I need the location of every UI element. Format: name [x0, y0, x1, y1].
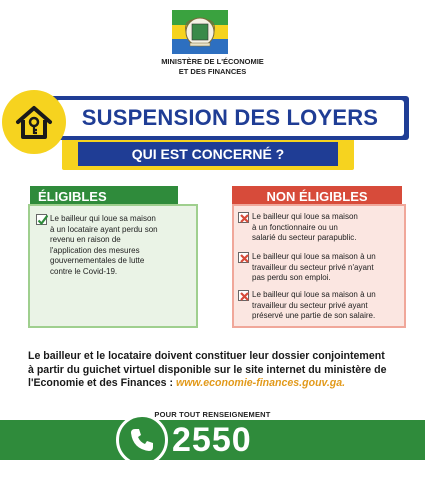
ministry-line-1: MINISTÈRE DE L'ÉCONOMIE: [161, 57, 264, 66]
title-banner: [56, 100, 404, 136]
instructions-line-2: à partir du guichet virtuel disponible sur le site internet du ministère de: [28, 363, 387, 376]
non-eligible-item: [238, 252, 402, 284]
house-badge: [2, 90, 66, 154]
non-eligible-item-line: salarié du secteur parapublic.: [252, 233, 357, 242]
ministry-name: [120, 57, 305, 77]
cross-icon: [238, 252, 249, 263]
instructions-line-3-text: l'Economie et des Finances :: [28, 377, 173, 389]
eligibles-panel: [28, 204, 198, 328]
bottom-strip: [0, 460, 425, 477]
subtitle-banner: [78, 142, 338, 166]
phone-badge: [116, 414, 168, 466]
non-eligible-item-line: Le bailleur qui loue sa maison: [252, 212, 358, 221]
instructions-line-3: [28, 377, 413, 391]
eligible-item-line: Le bailleur qui loue sa maison: [50, 214, 156, 223]
instructions-text: [28, 350, 413, 391]
checkmark-icon: [36, 214, 47, 225]
eligible-item-line: à un locataire ayant perdu son: [50, 224, 158, 234]
eligible-item-line: contre le Covid-19.: [50, 266, 118, 276]
info-label: POUR TOUT RENSEIGNEMENT: [154, 410, 271, 419]
non-eligible-item-line: Le bailleur qui loue sa maison à un: [252, 252, 376, 261]
phone-icon: [129, 427, 155, 453]
non-eligible-item-line: préservé une partie de son salaire.: [252, 311, 376, 320]
non-eligible-item-line: pas perdu son emploi.: [252, 273, 331, 282]
eligibles-heading: ÉLIGIBLES: [30, 186, 178, 206]
non-eligible-item-line: à un fonctionnaire ou un: [252, 222, 338, 232]
cross-icon: [238, 212, 249, 223]
gabon-emblem-icon: [172, 10, 228, 54]
phone-number[interactable]: 2550: [172, 420, 252, 459]
eligible-item-line: revenu en raison de: [50, 235, 121, 244]
non-eligible-item-line: Le bailleur qui loue sa maison à un: [252, 290, 376, 299]
non-eligibles-panel: [232, 204, 406, 328]
website-link[interactable]: www.economie-finances.gouv.ga.: [175, 377, 346, 389]
non-eligible-item-line: travailleur du secteur privé ayant: [252, 300, 368, 310]
non-eligible-item: [238, 290, 402, 322]
non-eligible-item-line: travailleur du secteur privé n'ayant: [252, 262, 374, 272]
page-subtitle: QUI EST CONCERNÉ ?: [131, 146, 285, 162]
header: [0, 0, 425, 84]
instructions-line-1: Le bailleur et le locataire doivent constituer leur dossier conjointement: [28, 350, 385, 362]
ministry-line-2: ET DES FINANCES: [178, 67, 247, 76]
house-key-icon: [14, 102, 54, 142]
non-eligible-item: [238, 212, 402, 244]
eligible-item: [36, 214, 194, 277]
non-eligibles-heading: NON ÉLIGIBLES: [232, 186, 402, 206]
eligible-item-line: l'application des mesures: [50, 245, 140, 255]
eligible-item-line: gouvernementales de lutte: [50, 256, 145, 265]
page-title: SUSPENSION DES LOYERS: [81, 105, 379, 130]
cross-icon: [238, 290, 249, 301]
